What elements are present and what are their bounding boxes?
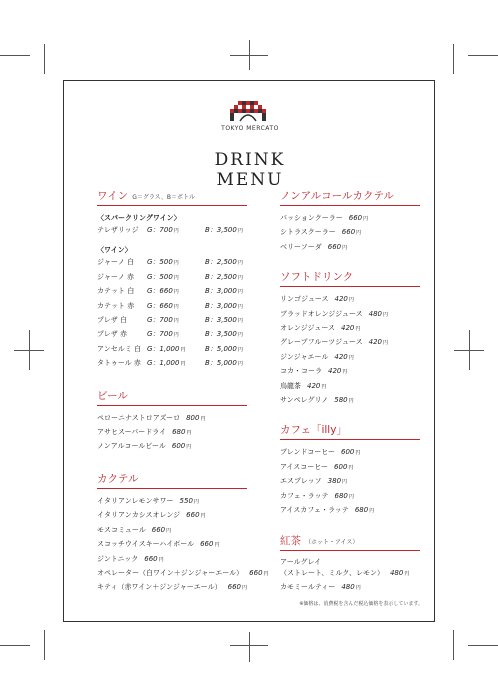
wine-name: ジャーノ 白: [97, 258, 134, 267]
yen-mark: 円: [348, 297, 354, 304]
wine-bottle-price: B：3,500: [205, 316, 237, 325]
menu-item-name: ベリーソーダ: [280, 242, 322, 251]
tea-list: [280, 557, 420, 596]
menu-item-price: 660: [144, 554, 158, 563]
menu-item: [97, 426, 247, 440]
wine-glass-cell: [147, 357, 205, 371]
yen-mark: 円: [173, 260, 179, 267]
menu-item-name: （ストレート、ミルク、レモン）: [280, 568, 384, 577]
menu-item-price: 660: [186, 511, 200, 520]
wine-title: ワイン: [97, 190, 129, 202]
yen-mark: 円: [200, 415, 206, 422]
crop-mark: [453, 44, 454, 74]
wine-glass-cell: [147, 314, 205, 328]
menu-item: [280, 380, 420, 394]
menu-item-name: サンペレグリノ: [280, 396, 329, 405]
yen-mark: 円: [355, 326, 361, 333]
menu-item: [97, 567, 269, 581]
yen-mark: 円: [173, 228, 179, 234]
yen-mark: 円: [355, 584, 361, 591]
menu-item-name: パッションクーラー: [280, 214, 343, 222]
wine-name: カテット 白: [97, 287, 135, 296]
menu-item-price: 660: [348, 214, 363, 222]
menu-title: DRINK MENU: [214, 150, 305, 190]
yen-mark: 円: [369, 508, 375, 515]
menu-item-price: 660: [227, 583, 241, 592]
menu-item: [280, 581, 420, 595]
wine-glass-price: G：660: [147, 301, 173, 310]
wine-name: プレザ 赤: [97, 330, 127, 339]
menu-item: [280, 226, 420, 240]
wine-bottle-cell: [205, 328, 243, 342]
menu-item-name: エスプレッソ: [280, 477, 322, 486]
yen-mark: 円: [173, 332, 179, 339]
wine-bottle-cell: [205, 271, 243, 285]
crop-mark: [230, 55, 268, 56]
yen-mark: 円: [237, 260, 243, 267]
wine-bottle-cell: [205, 357, 243, 371]
menu-item: [280, 293, 420, 307]
wine-glass-cell: [147, 343, 205, 357]
yen-mark: 円: [263, 570, 269, 577]
yen-mark: 円: [321, 383, 327, 390]
crop-mark: [453, 630, 454, 660]
wine-row: [97, 328, 247, 342]
wine-glass-price: G：700: [147, 316, 173, 325]
wine-glass-cell: [147, 328, 205, 342]
menu-item-price: 420: [334, 295, 348, 304]
nonalc-heading: ノンアルコールカクテル: [280, 188, 420, 206]
menu-item: [280, 394, 420, 408]
beer-list: [97, 412, 247, 455]
crop-mark: [230, 645, 268, 646]
crop-mark: [249, 632, 250, 662]
nonalc-list: [280, 212, 420, 255]
menu-item-price: 660: [249, 568, 263, 577]
menu-item: [280, 365, 420, 379]
crop-mark: [468, 55, 498, 56]
menu-item-name: キティ（赤ワイン＋ジンジャーエール）: [97, 583, 222, 592]
yen-mark: 円: [348, 493, 354, 500]
menu-item: [280, 308, 420, 322]
menu-item-price: 800: [186, 413, 200, 422]
menu-item: [97, 524, 247, 538]
menu-item: [280, 490, 420, 504]
menu-item-name: アイスカフェ・ラッテ: [280, 506, 349, 515]
wine-bottle-price: B：5,000: [205, 344, 237, 353]
wine-bottle-price: B：3,000: [205, 287, 237, 296]
cocktail-list: [97, 495, 269, 596]
menu-item-name: オペレーター（白ワイン＋ジンジャーエール）: [97, 568, 244, 577]
right-column: [280, 188, 420, 595]
menu-item-price: 660: [151, 525, 166, 534]
menu-item-name: スコッチウイスキーハイボール: [97, 540, 195, 549]
wine-bottle-price: B：3,500: [205, 226, 237, 234]
wine-row: [97, 300, 247, 314]
wine-glass-price: G：1,000: [147, 344, 180, 353]
wine-bottle-price: B：2,500: [205, 258, 237, 267]
yen-mark: 円: [237, 228, 243, 234]
menu-item-price: 420: [341, 324, 355, 333]
menu-item-price: 580: [334, 396, 348, 405]
yen-mark: 円: [180, 361, 186, 368]
yen-mark: 円: [383, 311, 389, 318]
wine-glass-price: G：660: [147, 287, 173, 296]
yen-mark: 円: [237, 332, 243, 339]
tea-subtitle: （ホット・アイス）: [305, 538, 359, 546]
menu-item-price: 480: [368, 309, 383, 318]
menu-item-name: イタリアンレモンサワー: [97, 496, 174, 505]
menu-item: [280, 212, 420, 226]
menu-item-name: ジントニック: [97, 554, 139, 563]
wine-bottle-cell: [205, 314, 243, 328]
menu-item-price: 420: [334, 352, 348, 361]
yen-mark: 円: [404, 570, 410, 577]
cocktail-heading: カクテル: [97, 471, 247, 489]
wine-row: [97, 343, 247, 357]
yen-mark: 円: [237, 361, 243, 368]
menu-item-name: カフェ・ラッテ: [280, 491, 329, 500]
wine-glass-cell: [147, 271, 205, 285]
menu-item-price: 680: [334, 491, 348, 500]
wine-bottle-price: B：3,500: [205, 330, 237, 339]
tea-heading: [280, 533, 420, 551]
menu-item: [280, 336, 420, 350]
menu-item: [97, 553, 247, 567]
yen-mark: 円: [356, 230, 362, 237]
crop-mark: [469, 330, 470, 370]
menu-item: [280, 567, 420, 581]
yen-mark: 円: [342, 244, 348, 251]
logo-text: TOKYO MERCATO: [221, 125, 279, 132]
yen-mark: 円: [348, 398, 354, 405]
menu-item: [97, 440, 247, 454]
menu-item: [280, 322, 420, 336]
wine-name: ジャーノ 赤: [97, 272, 134, 281]
menu-item-name: オレンジジュース: [280, 324, 335, 333]
menu-item-price: 480: [341, 582, 355, 591]
wine-glass-cell: [147, 300, 205, 314]
menu-item-name: アイスコーヒー: [280, 462, 329, 471]
yen-mark: 円: [237, 303, 243, 310]
menu-item-price: 600: [171, 442, 186, 451]
yen-mark: 円: [173, 318, 179, 325]
menu-item-price: 480: [389, 568, 404, 577]
yen-mark: 円: [237, 346, 243, 353]
menu-item-name: グレープフルーツジュース: [280, 338, 363, 347]
menu-item: [97, 509, 247, 523]
yen-mark: 円: [237, 289, 243, 296]
yen-mark: 円: [193, 498, 199, 505]
wine-glass-price: G：500: [147, 258, 173, 267]
yen-mark: 円: [348, 464, 354, 471]
menu-item: [97, 581, 247, 595]
yen-mark: 円: [355, 450, 361, 457]
yen-mark: 円: [166, 527, 172, 534]
crop-mark: [468, 645, 498, 646]
beer-heading: ビール: [97, 388, 247, 406]
menu-item: [280, 504, 420, 518]
crop-mark: [0, 55, 30, 56]
yen-mark: 円: [173, 274, 179, 281]
menu-item-name: ブラッドオレンジジュース: [280, 309, 363, 318]
menu-item: [97, 495, 247, 509]
wine-bottle-price: B：2,500: [205, 272, 237, 281]
wine-glass-price: G：1,000: [147, 359, 180, 368]
menu-item-price: 660: [341, 228, 356, 237]
menu-item-price: 600: [334, 462, 348, 471]
yen-mark: 円: [186, 430, 192, 437]
menu-item-name: 烏龍茶: [280, 381, 301, 390]
wine-row: [97, 271, 247, 285]
menu-item-name: アールグレイ: [280, 557, 322, 566]
wine-glass-cell: [147, 256, 205, 270]
menu-item-name: ジンジャエール: [280, 352, 329, 361]
menu-item: [280, 475, 420, 489]
menu-item-name: コカ・コーラ: [280, 367, 322, 376]
cafe-list: [280, 446, 420, 518]
menu-item-name: リンゴジュース: [280, 295, 329, 304]
soft-list: [280, 293, 420, 408]
menu-item-price: 680: [354, 506, 369, 515]
left-column: [97, 188, 269, 596]
menu-item: [97, 412, 247, 426]
yen-mark: 円: [342, 479, 348, 486]
menu-item-name: イタリアンカシスオレンジ: [97, 511, 181, 520]
menu-item-name: ペローニナストロアズーロ: [97, 413, 181, 422]
menu-item-price: 420: [368, 338, 382, 347]
wine-name: アンセルミ 白: [97, 344, 141, 353]
menu-item: [280, 241, 420, 255]
menu-item-price: 680: [172, 428, 186, 437]
wine-bottle-cell: [205, 256, 243, 270]
wine-bottle-cell: [205, 343, 243, 357]
wine-name: テレザリッジ: [97, 226, 139, 234]
yen-mark: 円: [342, 369, 348, 376]
wine-row: [97, 224, 247, 238]
menu-item: [280, 446, 420, 460]
crop-mark: [0, 645, 30, 646]
wine-list: [97, 256, 247, 371]
crop-mark: [44, 630, 45, 660]
wine-glass-price: G：700: [147, 330, 173, 339]
menu-item: [97, 538, 247, 552]
yen-mark: 円: [173, 303, 179, 310]
menu-item-name: カモミールティー: [280, 582, 336, 591]
wine-heading: [97, 188, 247, 206]
crop-mark: [29, 330, 30, 370]
yen-mark: 円: [186, 444, 192, 451]
yen-mark: 円: [158, 556, 164, 563]
yen-mark: 円: [237, 274, 243, 281]
wine-bottle-cell: [205, 285, 243, 299]
wine-row: [97, 285, 247, 299]
menu-item-name: アサヒスーパードライ: [97, 428, 167, 437]
menu-item-price: 420: [328, 367, 342, 376]
crop-mark: [44, 44, 45, 74]
menu-item: [280, 461, 420, 475]
wine-row: [97, 314, 247, 328]
yen-mark: 円: [200, 513, 206, 520]
wine-row: [97, 256, 247, 270]
menu-item-name: ブレンドコーヒー: [280, 448, 335, 457]
tea-title: 紅茶: [280, 534, 301, 547]
yen-mark: 円: [363, 216, 369, 222]
menu-item: [280, 351, 420, 365]
wine-name: タトゥール 赤: [97, 359, 141, 368]
yen-mark: 円: [214, 542, 220, 549]
sparkling-label: 〈スパークリングワイン〉: [97, 214, 181, 222]
menu-item-name: ノンアルコールビール: [97, 442, 166, 451]
yen-mark: 円: [348, 354, 354, 361]
wine-row: [97, 357, 247, 371]
soft-heading: ソフトドリンク: [280, 269, 420, 287]
menu-item-price: 600: [341, 448, 355, 457]
menu-item-price: 380: [327, 477, 342, 486]
wine-glass-cell: [147, 285, 205, 299]
wine-name: カテット 赤: [97, 301, 135, 310]
menu-item-price: 420: [307, 381, 321, 390]
wine-name: プレザ 白: [97, 316, 127, 325]
wine-subtitle: G＝グラス、B＝ボトル: [132, 194, 195, 201]
yen-mark: 円: [237, 318, 243, 325]
yen-mark: 円: [382, 340, 388, 347]
yen-mark: 円: [241, 585, 247, 592]
wine-glass-price: G：500: [147, 272, 173, 281]
wine-bottle-cell: [205, 300, 243, 314]
menu-item-price: 660: [200, 540, 214, 549]
wine-bottle-price: B：5,000: [205, 359, 237, 368]
wine-label: 〈ワイン〉: [97, 246, 132, 255]
yen-mark: 円: [173, 289, 179, 296]
wine-bottle-price: B：3,000: [205, 301, 237, 310]
wine-glass-price: G：700: [147, 226, 173, 234]
menu-item-price: 550: [179, 496, 193, 505]
tax-footnote: ※価格は、消費税を含んだ税込価格を表示しています。: [299, 601, 423, 607]
menu-item: [280, 557, 420, 567]
menu-item-name: シトラスクーラー: [280, 228, 336, 237]
menu-item-price: 660: [327, 242, 342, 251]
yen-mark: 円: [180, 346, 186, 353]
menu-item-name: モスコミュール: [97, 525, 146, 534]
cafe-heading: カフェ「illy」: [280, 422, 420, 440]
